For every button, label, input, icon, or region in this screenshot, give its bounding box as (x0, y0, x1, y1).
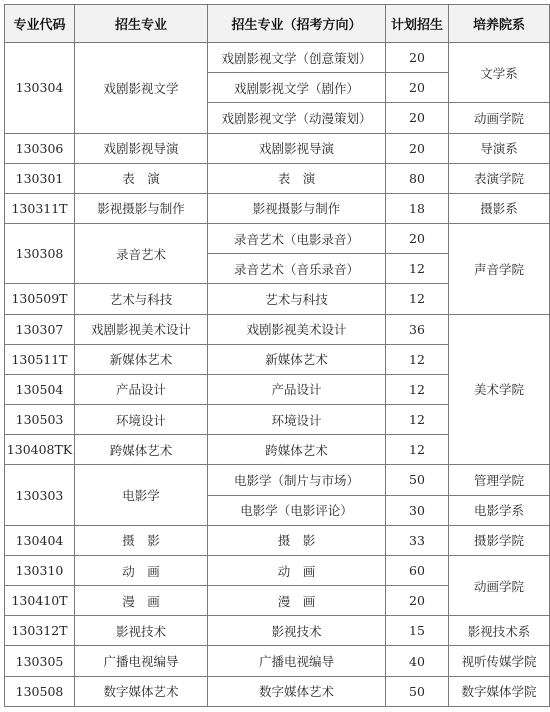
header-school: 培养院系 (449, 5, 550, 43)
major-cell: 戏剧影视导演 (75, 133, 208, 163)
quota-cell: 33 (386, 525, 449, 555)
major-cell: 跨媒体艺术 (75, 435, 208, 465)
school-cell: 美术学院 (449, 314, 550, 465)
major-cell: 录音艺术 (75, 224, 208, 284)
major-cell: 动 画 (75, 555, 208, 585)
major-cell: 戏剧影视文学 (75, 43, 208, 134)
quota-cell: 12 (386, 344, 449, 374)
school-cell: 管理学院 (449, 465, 550, 495)
direction-cell: 录音艺术（音乐录音） (208, 254, 386, 284)
direction-cell: 新媒体艺术 (208, 344, 386, 374)
quota-cell: 20 (386, 586, 449, 616)
direction-cell: 动 画 (208, 555, 386, 585)
table-row (5, 555, 550, 585)
table-row (5, 224, 550, 254)
table-row (5, 193, 550, 223)
school-cell: 视听传媒学院 (449, 646, 550, 676)
table-row (5, 314, 550, 344)
quota-cell: 12 (386, 435, 449, 465)
quota-cell: 20 (386, 133, 449, 163)
direction-cell: 戏剧影视导演 (208, 133, 386, 163)
quota-cell: 12 (386, 374, 449, 404)
header-major: 招生专业 (75, 5, 208, 43)
quota-cell: 50 (386, 676, 449, 706)
code-cell: 130408TK (5, 435, 75, 465)
quota-cell: 15 (386, 616, 449, 646)
header-row (5, 5, 550, 43)
major-cell: 数字媒体艺术 (75, 676, 208, 706)
table-row (5, 646, 550, 676)
direction-cell: 摄 影 (208, 525, 386, 555)
quota-cell: 20 (386, 73, 449, 103)
quota-cell: 50 (386, 465, 449, 495)
direction-cell: 产品设计 (208, 374, 386, 404)
quota-cell: 60 (386, 555, 449, 585)
school-cell: 动画学院 (449, 103, 550, 133)
direction-cell: 戏剧影视文学（剧作） (208, 73, 386, 103)
code-cell: 130503 (5, 405, 75, 435)
major-cell: 戏剧影视美术设计 (75, 314, 208, 344)
code-cell: 130511T (5, 344, 75, 374)
direction-cell: 艺术与科技 (208, 284, 386, 314)
code-cell: 130312T (5, 616, 75, 646)
school-cell: 影视技术系 (449, 616, 550, 646)
major-cell: 广播电视编导 (75, 646, 208, 676)
major-cell: 摄 影 (75, 525, 208, 555)
direction-cell: 漫 画 (208, 586, 386, 616)
table-row (5, 676, 550, 706)
direction-cell: 电影学（制片与市场） (208, 465, 386, 495)
code-cell: 130410T (5, 586, 75, 616)
quota-cell: 18 (386, 193, 449, 223)
table-row (5, 43, 550, 73)
school-cell: 表演学院 (449, 163, 550, 193)
code-cell: 130404 (5, 525, 75, 555)
direction-cell: 电影学（电影评论） (208, 495, 386, 525)
code-cell: 130308 (5, 224, 75, 284)
code-cell: 130509T (5, 284, 75, 314)
quota-cell: 80 (386, 163, 449, 193)
header-quota: 计划招生 (386, 5, 449, 43)
direction-cell: 广播电视编导 (208, 646, 386, 676)
quota-cell: 12 (386, 405, 449, 435)
code-cell: 130311T (5, 193, 75, 223)
school-cell: 文学系 (449, 43, 550, 103)
quota-cell: 40 (386, 646, 449, 676)
direction-cell: 环境设计 (208, 405, 386, 435)
table-row (5, 525, 550, 555)
direction-cell: 数字媒体艺术 (208, 676, 386, 706)
quota-cell: 20 (386, 43, 449, 73)
quota-cell: 30 (386, 495, 449, 525)
table-row (5, 163, 550, 193)
quota-cell: 36 (386, 314, 449, 344)
direction-cell: 戏剧影视美术设计 (208, 314, 386, 344)
header-direction: 招生专业（招考方向） (208, 5, 386, 43)
direction-cell: 戏剧影视文学（动漫策划） (208, 103, 386, 133)
quota-cell: 20 (386, 224, 449, 254)
code-cell: 130305 (5, 646, 75, 676)
table-row (5, 465, 550, 495)
code-cell: 130306 (5, 133, 75, 163)
direction-cell: 跨媒体艺术 (208, 435, 386, 465)
code-cell: 130310 (5, 555, 75, 585)
code-cell: 130307 (5, 314, 75, 344)
table-row (5, 133, 550, 163)
school-cell: 摄影系 (449, 193, 550, 223)
major-cell: 电影学 (75, 465, 208, 525)
major-cell: 影视技术 (75, 616, 208, 646)
major-cell: 表 演 (75, 163, 208, 193)
quota-cell: 20 (386, 103, 449, 133)
major-cell: 影视摄影与制作 (75, 193, 208, 223)
school-cell: 数字媒体学院 (449, 676, 550, 706)
school-cell: 电影学系 (449, 495, 550, 525)
direction-cell: 录音艺术（电影录音） (208, 224, 386, 254)
table-row (5, 616, 550, 646)
school-cell: 摄影学院 (449, 525, 550, 555)
header-code: 专业代码 (5, 5, 75, 43)
major-cell: 艺术与科技 (75, 284, 208, 314)
quota-cell: 12 (386, 284, 449, 314)
major-cell: 漫 画 (75, 586, 208, 616)
school-cell: 导演系 (449, 133, 550, 163)
direction-cell: 影视技术 (208, 616, 386, 646)
code-cell: 130301 (5, 163, 75, 193)
direction-cell: 影视摄影与制作 (208, 193, 386, 223)
direction-cell: 戏剧影视文学（创意策划） (208, 43, 386, 73)
major-cell: 产品设计 (75, 374, 208, 404)
school-cell: 动画学院 (449, 555, 550, 615)
admission-plan-table (4, 4, 550, 707)
major-cell: 新媒体艺术 (75, 344, 208, 374)
code-cell: 130304 (5, 43, 75, 134)
direction-cell: 表 演 (208, 163, 386, 193)
school-cell: 声音学院 (449, 224, 550, 315)
code-cell: 130303 (5, 465, 75, 525)
major-cell: 环境设计 (75, 405, 208, 435)
code-cell: 130508 (5, 676, 75, 706)
quota-cell: 12 (386, 254, 449, 284)
code-cell: 130504 (5, 374, 75, 404)
